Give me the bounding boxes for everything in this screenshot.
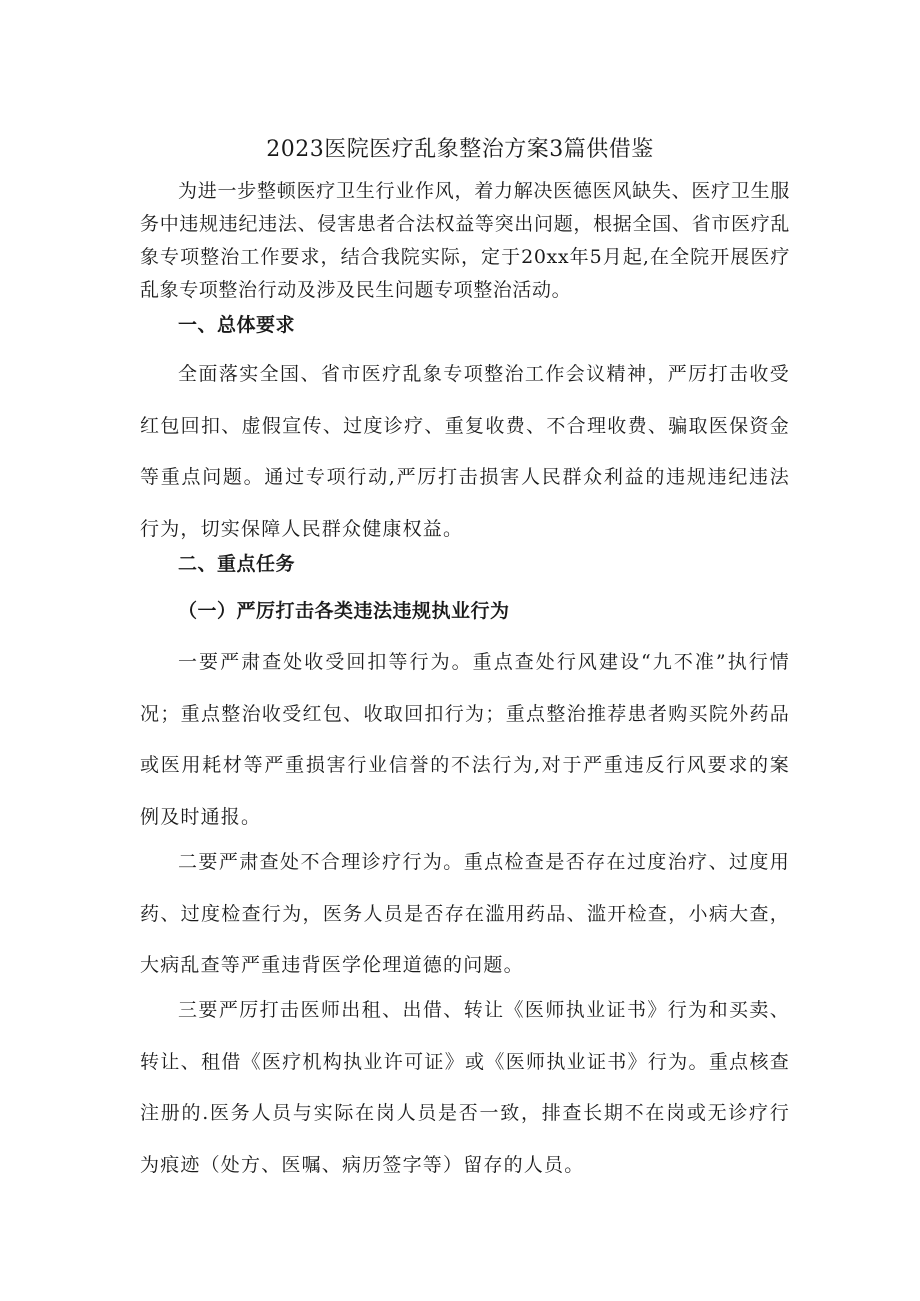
section-1-paragraph: 全面落实全国、省市医疗乱象专项整治工作会议精神，严厉打击收受红包回扣、虚假宣传、过度诊疗、重复收费、不合理收费、骗取医保资金等重点问题。通过专项行动,严厉打击损害人民群众利益的违规违纪违法行为，切实保障人民群众健康权益。 xyxy=(140,363,790,540)
task-paragraph-1: 一要严肃查处收受回扣等行为。重点查处行风建设“九不准”执行情况；重点整治收受红包、收取回扣行为；重点整治推荐患者购买院外药品或医用耗材等严重损害行业信誉的不法行为,对于严重违反行风要求的案例及时通报。 xyxy=(140,651,790,828)
intro-paragraph: 为进一步整顿医疗卫生行业作风，着力解决医德医风缺失、医疗卫生服务中违规违纪违法、侵害患者合法权益等突出问题，根据全国、省市医疗乱象专项整治工作要求，结合我院实际，定于20xx年5月起,在全院开展医疗乱象专项整治行动及涉及民生问题专项整治活动。 xyxy=(140,180,790,301)
section-2-heading: 二、重点任务 xyxy=(178,553,296,575)
task-paragraph-2: 二要严肃查处不合理诊疗行为。重点检查是否存在过度治疗、过度用药、过度检查行为，医务人员是否存在滥用药品、滥开检查，小病大查，大病乱查等严重违背医学伦理道德的问题。 xyxy=(140,851,790,976)
document-title: 2023医院医疗乱象整治方案3篇供借鉴 xyxy=(266,137,654,162)
task-paragraph-3: 三要严厉打击医师出租、出借、转让《医师执业证书》行为和买卖、转让、租借《医疗机构执业许可证》或《医师执业证书》行为。重点核查注册的.医务人员与实际在岗人员是否一致，排查长期不在岗或无诊疗行为痕迹（处方、医嘱、病历签字等）留存的人员。 xyxy=(140,999,790,1176)
section-2-subheading: （一）严厉打击各类违法违规执业行为 xyxy=(178,600,510,622)
section-1-heading: 一、总体要求 xyxy=(178,314,296,336)
